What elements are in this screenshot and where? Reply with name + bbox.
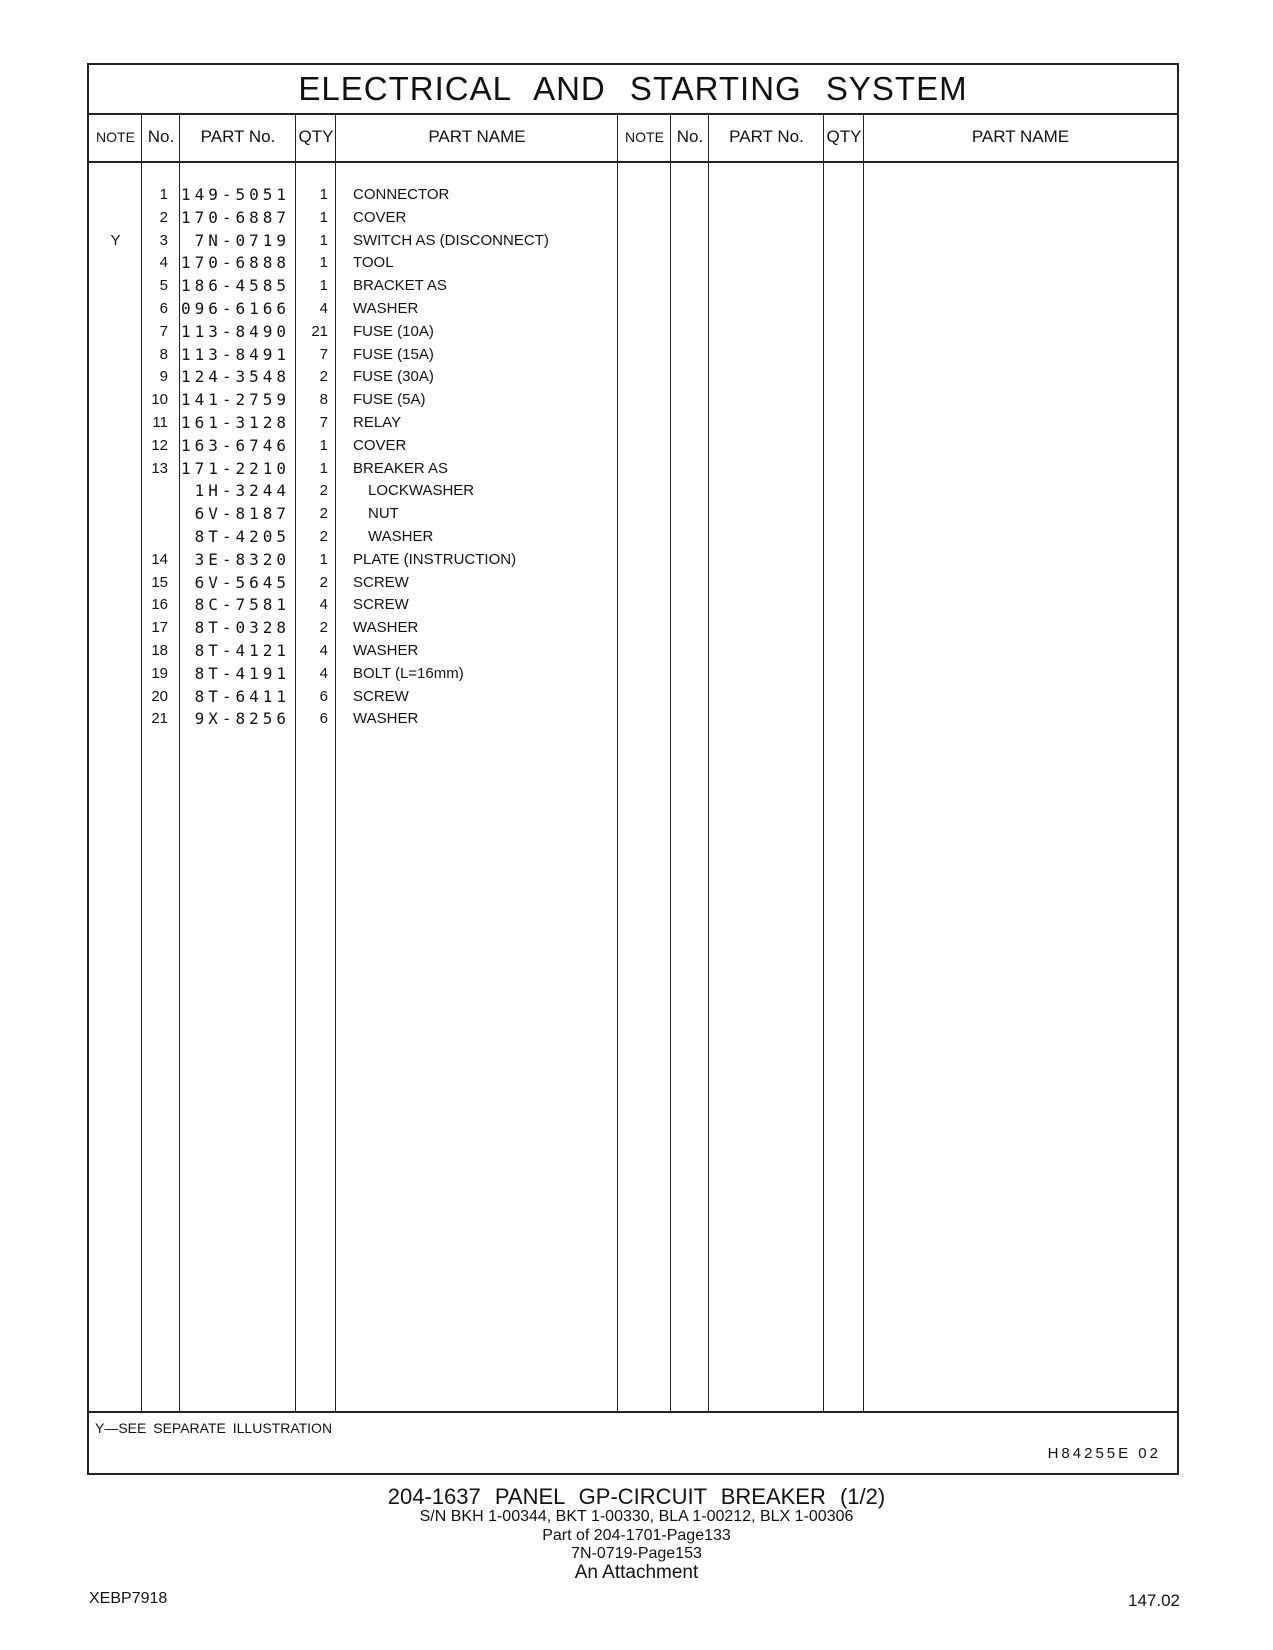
part-name-cell: WASHER [353,710,419,728]
part-number-cell: 113-8490 [180,321,290,341]
part-number-cell: 170-6888 [180,253,290,273]
part-number-cell: 3E-8320 [194,549,290,569]
part-name-cell: TOOL [353,254,394,272]
table-row [89,481,1177,504]
part-name-cell: COVER [353,208,407,226]
header-partname-right: PART NAME [971,127,1070,146]
item-number-cell: 17 [151,619,168,637]
item-number-cell: 2 [159,208,168,226]
part-number-cell: 163-6746 [180,435,290,455]
part-number-cell: 1H-3244 [194,481,290,501]
part-name-cell: SCREW [353,596,409,614]
caption-title: 204-1637 PANEL GP-CIRCUIT BREAKER (1/2) [387,1484,886,1509]
section-title: ELECTRICAL AND STARTING SYSTEM [89,65,1177,115]
quantity-cell: 2 [319,482,328,500]
table-row [89,573,1177,596]
part-name-cell: LOCKWASHER [368,482,475,500]
part-number-cell: 8T-4191 [194,663,290,683]
part-name-cell: COVER [353,436,407,454]
part-number-cell: 6V-8187 [194,504,290,524]
part-number-cell: 113-8491 [180,344,290,364]
quantity-cell: 2 [319,505,328,523]
part-name-cell: WASHER [353,300,419,317]
header-note-left: NOTE [96,129,135,145]
table-row [89,641,1177,664]
part-name-cell: FUSE (30A) [353,368,434,386]
item-number-cell: 1 [159,186,168,203]
quantity-cell: 1 [319,550,328,568]
part-name-cell: BREAKER AS [353,459,449,477]
quantity-cell: 8 [319,391,328,409]
caption-part-of: Part of 204-1701-Page133 [542,1527,731,1544]
item-number-cell: 10 [151,391,168,409]
table-row [89,550,1177,573]
part-name-cell: SCREW [353,687,409,705]
quantity-cell: 4 [319,596,328,614]
quantity-cell: 1 [319,277,328,295]
table-row [89,709,1177,732]
quantity-cell: 6 [319,687,328,705]
header-qty-right: QTY [826,127,862,146]
header-no-right: No. [676,127,704,146]
part-number-cell: 149-5051 [180,185,290,204]
part-name-cell: FUSE (5A) [353,391,426,409]
item-number-cell: 12 [151,436,168,454]
item-number-cell: 9 [159,368,168,386]
quantity-cell: 2 [319,528,328,545]
part-name-cell: PLATE (INSTRUCTION) [353,550,517,568]
quantity-cell: 7 [319,414,328,431]
part-number-cell: 8T-4205 [194,527,290,546]
header-note-right: NOTE [625,129,664,145]
part-name-cell: NUT [368,505,399,523]
quantity-cell: 2 [319,368,328,386]
table-row [89,436,1177,459]
page-number: 147.02 [1128,1591,1180,1610]
part-name-cell: BOLT (L=16mm) [353,664,464,682]
table-row [89,618,1177,641]
header-partno-right: PART No. [729,127,804,146]
part-number-cell: 8T-0328 [194,618,290,638]
caption-serials: S/N BKH 1-00344, BKT 1-00330, BLA 1-00212, BLX 1-00306 [419,1508,854,1525]
caption-attachment: An Attachment [574,1562,699,1583]
quantity-cell: 1 [319,231,328,249]
table-row [89,664,1177,687]
quantity-cell: 4 [319,642,328,659]
part-number-cell: 9X-8256 [194,709,290,729]
part-name-cell: WASHER [368,528,434,545]
item-number-cell: 13 [151,459,168,477]
part-name-cell: FUSE (15A) [353,345,434,363]
table-row [89,390,1177,413]
header-partno-left: PART No. [200,127,276,146]
quantity-cell: 7 [319,345,328,363]
table-row [89,367,1177,390]
quantity-cell: 1 [319,436,328,454]
part-name-cell: WASHER [353,619,419,637]
part-number-cell: 8T-6411 [194,686,290,706]
table-row [89,276,1177,299]
item-number-cell: 18 [151,642,168,659]
item-number-cell: 6 [159,300,168,317]
item-number-cell: 11 [152,414,168,431]
table-row [89,687,1177,710]
item-number-cell: 21 [151,710,168,728]
quantity-cell: 1 [319,459,328,477]
table-row [89,185,1177,208]
parts-table-frame [87,63,1179,1475]
part-number-cell: 096-6166 [180,299,290,318]
table-row [89,253,1177,276]
item-number-cell: 16 [151,596,168,614]
part-number-cell: 161-3128 [180,413,290,432]
part-number-cell: 8C-7581 [194,595,290,615]
part-name-cell: CONNECTOR [353,186,450,203]
quantity-cell: 1 [319,254,328,272]
item-number-cell: 5 [159,277,168,295]
part-number-cell: 8T-4121 [194,641,290,660]
document-id: XEBP7918 [89,1590,168,1607]
item-number-cell: 3 [159,231,168,249]
quantity-cell: 6 [319,710,328,728]
illustration-code: H84255E 02 [1047,1445,1161,1462]
table-header [89,113,1177,163]
header-no-left: No. [147,127,175,146]
quantity-cell: 1 [319,208,328,226]
table-row [89,527,1177,550]
part-number-cell: 6V-5645 [194,572,290,592]
part-number-cell: 186-4585 [180,276,290,296]
item-number-cell: 19 [151,664,168,682]
part-number-cell: 7N-0719 [194,230,290,250]
part-number-cell: 141-2759 [180,390,290,410]
table-row [89,322,1177,345]
quantity-cell: 2 [319,573,328,591]
table-row [89,231,1177,254]
part-number-cell: 170-6887 [180,207,290,227]
note-cell: Y [110,231,121,249]
footnote: Y—SEE SEPARATE ILLUSTRATION [95,1420,333,1436]
quantity-cell: 2 [319,619,328,637]
caption-reference: 7N-0719-Page153 [571,1545,702,1562]
table-row [89,208,1177,231]
item-number-cell: 14 [151,550,168,568]
item-number-cell: 8 [159,345,168,363]
quantity-cell: 4 [319,300,328,317]
item-number-cell: 15 [151,573,168,591]
table-row [89,299,1177,322]
part-name-cell: FUSE (10A) [353,322,434,340]
table-row [89,413,1177,436]
item-number-cell: 20 [151,687,168,705]
part-name-cell: WASHER [353,642,419,659]
part-name-cell: SCREW [353,573,409,591]
table-bottom-rule [89,1411,1177,1413]
quantity-cell: 21 [311,322,328,340]
table-row [89,459,1177,482]
part-name-cell: BRACKET AS [353,277,447,295]
part-name-cell: SWITCH AS (DISCONNECT) [353,231,549,249]
quantity-cell: 1 [319,186,328,203]
header-partname-left: PART NAME [428,127,526,146]
quantity-cell: 4 [319,664,328,682]
part-number-cell: 124-3548 [180,367,290,387]
part-number-cell: 171-2210 [180,458,290,478]
table-row [89,345,1177,368]
part-name-cell: RELAY [353,414,402,431]
header-qty-left: QTY [298,127,334,146]
table-row [89,504,1177,527]
item-number-cell: 4 [159,254,168,272]
item-number-cell: 7 [159,322,168,340]
table-row [89,595,1177,618]
